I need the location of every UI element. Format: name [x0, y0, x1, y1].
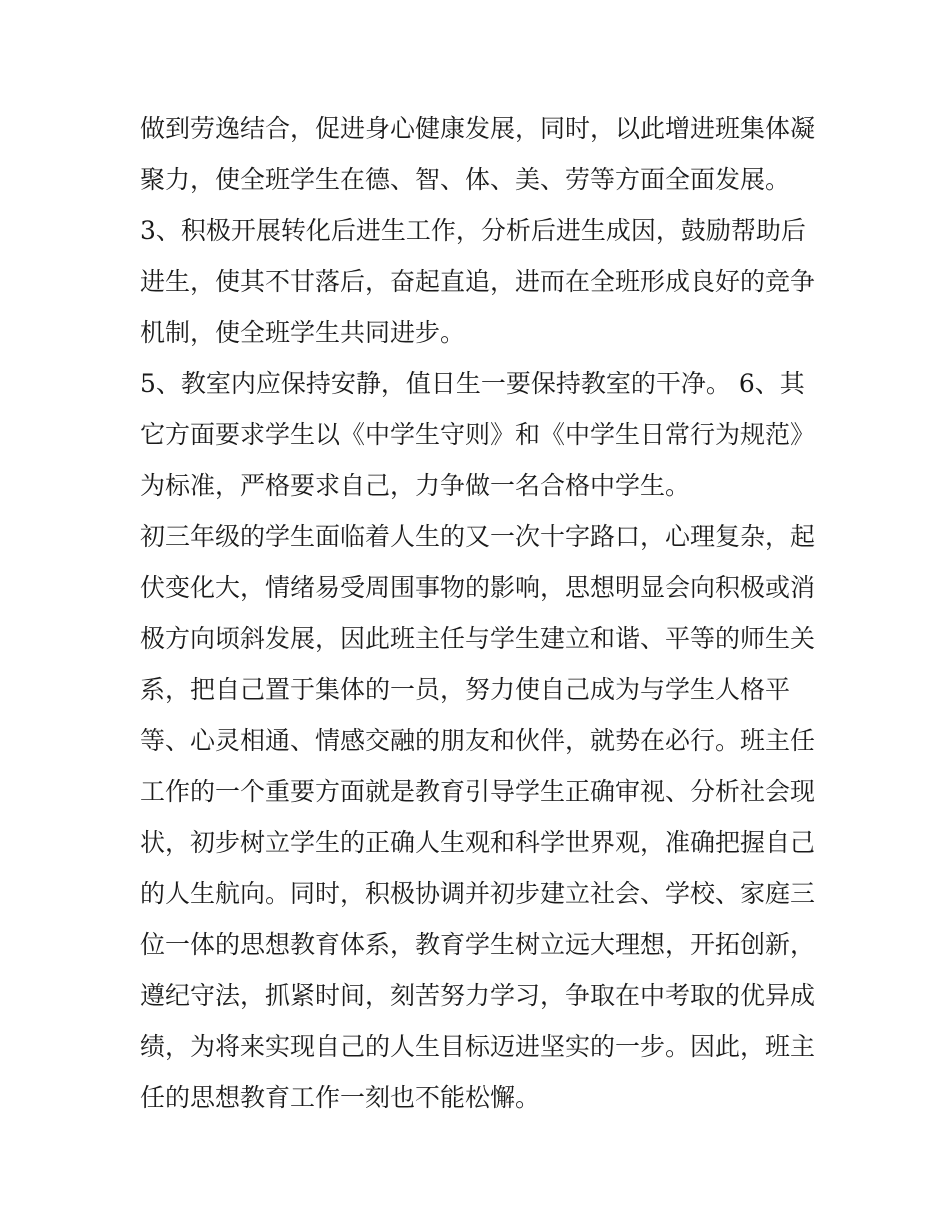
text-line-9: 初三年级的学生面临着人生的又一次十字路口，心理复杂，起 — [140, 522, 816, 551]
text-line-12: 系，把自己置于集体的一员，努力使自己成为与学生人格平 — [140, 675, 791, 704]
text-line-19: 绩，为将来实现自己的人生目标迈进坚实的一步。因此，班主 — [140, 1032, 816, 1061]
text-line-13: 等、心灵相通、情感交融的朋友和伙伴，就势在必行。班主任 — [140, 726, 816, 755]
text-line-1: 做到劳逸结合，促进身心健康发展，同时，以此增进班集体凝 — [140, 114, 816, 143]
text-line-18: 遵纪守法，抓紧时间，刻苦努力学习，争取在中考取的优异成 — [140, 981, 816, 1010]
text-line-8: 为标准，严格要求自己，力争做一名合格中学生。 — [140, 471, 691, 500]
text-line-20: 任的思想教育工作一刻也不能松懈。 — [140, 1083, 541, 1112]
text-line-5: 机制，使全班学生共同进步。 — [140, 318, 466, 347]
text-line-17: 位一体的思想教育体系，教育学生树立远大理想，开拓创新， — [140, 930, 816, 959]
text-line-10: 伏变化大，情绪易受周围事物的影响，思想明显会向积极或消 — [140, 573, 816, 602]
text-line-2: 聚力，使全班学生在德、智、体、美、劳等方面全面发展。 — [140, 165, 791, 194]
text-line-14: 工作的一个重要方面就是教育引导学生正确审视、分析社会现 — [140, 777, 816, 806]
text-line-6: 5、教室内应保持安静，值日生一要保持教室的干净。 6、其 — [140, 369, 805, 398]
text-line-11: 极方向顷斜发展，因此班主任与学生建立和谐、平等的师生关 — [140, 624, 816, 653]
text-line-16: 的人生航向。同时，积极协调并初步建立社会、学校、家庭三 — [140, 879, 816, 908]
text-line-3: 3、积极开展转化后进生工作，分析后进生成因，鼓励帮助后 — [140, 216, 806, 245]
text-line-15: 状，初步树立学生的正确人生观和科学世界观，准确把握自己 — [140, 828, 816, 857]
text-line-4: 进生，使其不甘落后，奋起直追，进而在全班形成良好的竞争 — [140, 267, 816, 296]
text-line-7: 它方面要求学生以《中学生守则》和《中学生日常行为规范》 — [140, 420, 816, 449]
